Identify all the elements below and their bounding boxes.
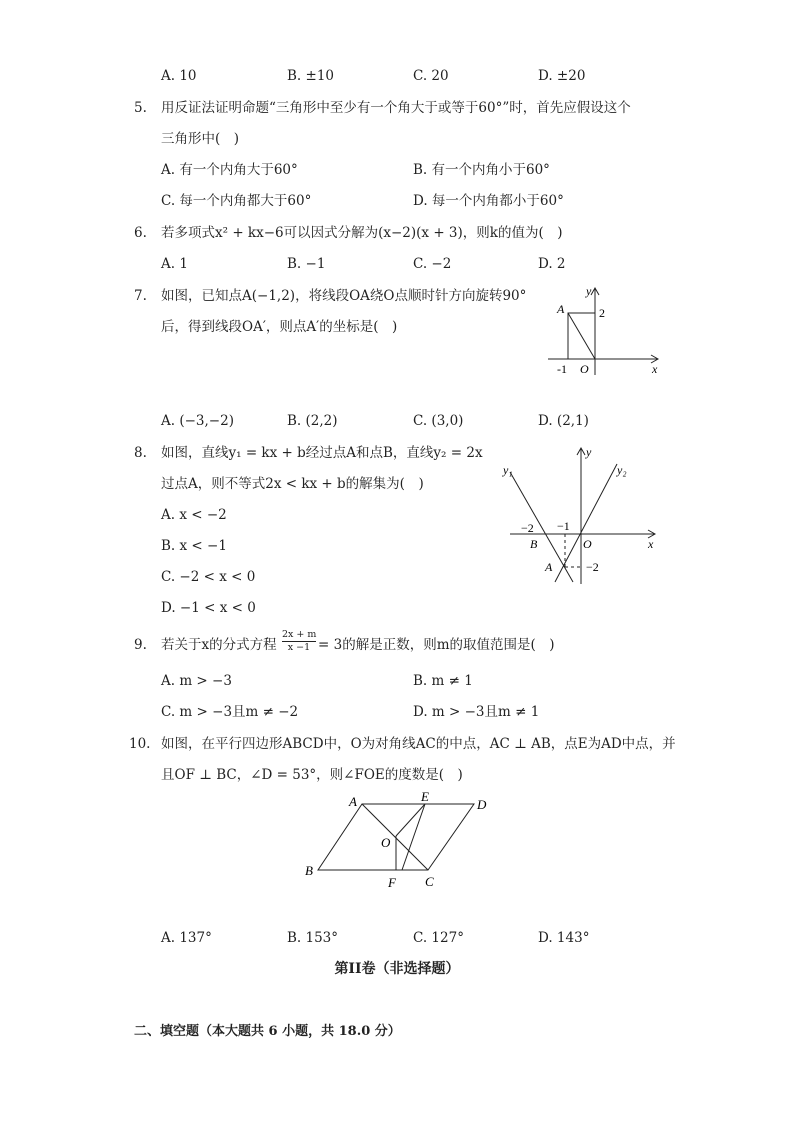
q6-option-c: C. −2 <box>413 256 452 272</box>
q8-fig-label-y1: y₁ <box>503 463 513 477</box>
q9-fraction-numerator: 2x + m <box>282 630 316 642</box>
q10-fig-label-c: C <box>425 874 434 889</box>
q10-line2: 且OF ⊥ BC，∠D = 53°，则∠FOE的度数是( ) <box>161 767 463 783</box>
q10-fig-label-d: D <box>477 797 487 812</box>
q7-fig-label-a: A <box>557 302 565 316</box>
q10-figure <box>300 790 500 895</box>
section2-heading: 二、填空题（本大题共 6 小题，共 18.0 分） <box>134 1024 401 1039</box>
q10-option-c: C. 127° <box>413 930 464 946</box>
q9-fraction <box>282 630 316 654</box>
q7-line2: 后，得到线段OA′，则点A′的坐标是( ) <box>161 319 398 335</box>
q4-option-b: B. ±10 <box>287 68 334 84</box>
q4-option-c: C. 20 <box>413 68 449 84</box>
q7-fig-label-x: x <box>652 362 658 376</box>
q5-number: 5. <box>134 100 147 116</box>
q8-fig-label-neg2x: −2 <box>521 521 534 535</box>
q9-option-d: D. m > −3且m ≠ 1 <box>413 704 540 720</box>
q8-fig-label-o: O <box>583 537 592 551</box>
q4-option-d: D. ±20 <box>538 68 586 84</box>
q9-option-a: A. m > −3 <box>161 673 232 689</box>
q10-fig-label-b: B <box>305 863 313 878</box>
q8-fig-label-y2: y₂ <box>617 463 627 477</box>
q7-option-a: A. (−3,−2) <box>161 413 234 429</box>
q5-option-b: B. 有一个内角小于60° <box>413 162 550 178</box>
q9-option-b: B. m ≠ 1 <box>413 673 473 689</box>
q7-option-c: C. (3,0) <box>413 413 464 429</box>
q5-line1: 用反证法证明命题“三角形中至少有一个角大于或等于60°”时，首先应假设这个 <box>161 100 631 116</box>
q8-option-c: C. −2 < x < 0 <box>161 569 256 585</box>
q8-number: 8. <box>134 445 147 461</box>
q8-fig-label-neg2y: −2 <box>586 560 599 574</box>
section2-title: 第II卷（非选择题） <box>334 961 460 977</box>
q6-text: 若多项式x² + kx−6可以因式分解为(x−2)(x + 3)，则k的值为( ) <box>161 225 563 241</box>
q8-option-d: D. −1 < x < 0 <box>161 600 256 616</box>
q8-fig-label-b: B <box>530 537 538 551</box>
q8-line2: 过点A，则不等式2x < kx + b的解集为( ) <box>161 476 424 492</box>
q5-option-d: D. 每一个内角都小于60° <box>413 193 564 209</box>
q7-line1: 如图，已知点A(−1,2)，将线段OA绕O点顺时针方向旋转90° <box>161 288 527 304</box>
q9-option-c: C. m > −3且m ≠ −2 <box>161 704 299 720</box>
q9-number: 9. <box>134 637 147 653</box>
q8-fig-label-x: x <box>648 537 654 551</box>
q8-option-a: A. x < −2 <box>161 507 227 523</box>
q8-fig-label-a: A <box>545 560 553 574</box>
q4-option-a: A. 10 <box>161 68 197 84</box>
q6-option-d: D. 2 <box>538 256 566 272</box>
q9-fraction-denominator: x −1 <box>287 642 311 654</box>
q8-option-b: B. x < −1 <box>161 538 227 554</box>
q7-fig-label-y: y <box>586 284 592 298</box>
q5-option-c: C. 每一个内角都大于60° <box>161 193 312 209</box>
q7-option-b: B. (2,2) <box>287 413 338 429</box>
q10-fig-label-e: E <box>421 790 429 804</box>
q6-option-b: B. −1 <box>287 256 326 272</box>
q7-option-d: D. (2,1) <box>538 413 589 429</box>
q6-option-a: A. 1 <box>161 256 188 272</box>
q7-figure <box>540 280 665 380</box>
q10-fig-label-f: F <box>388 875 396 890</box>
q10-line1: 如图，在平行四边形ABCD中，O为对角线AC的中点，AC ⊥ AB，点E为AD中点，并 <box>161 736 676 752</box>
q10-option-a: A. 137° <box>161 930 212 946</box>
q10-fig-label-o: O <box>381 835 391 850</box>
q10-number: 10. <box>129 736 151 752</box>
q8-line1: 如图，直线y₁ = kx + b经过点A和点B，直线y₂ = 2x <box>161 445 483 461</box>
q8-fig-label-neg1: −1 <box>557 519 570 533</box>
q10-option-d: D. 143° <box>538 930 590 946</box>
q5-line2: 三角形中( ) <box>161 131 240 147</box>
q8-figure <box>495 442 665 587</box>
q10-fig-label-a: A <box>349 794 357 809</box>
q7-fig-label-neg1: -1 <box>557 362 567 376</box>
q6-number: 6. <box>134 225 147 241</box>
q7-number: 7. <box>134 288 147 304</box>
q10-option-b: B. 153° <box>287 930 339 946</box>
q7-fig-label-2: 2 <box>599 306 605 320</box>
q9-text-after: = 3的解是正数，则m的取值范围是( ) <box>318 637 555 653</box>
q5-option-a: A. 有一个内角大于60° <box>161 162 298 178</box>
q7-fig-label-o: O <box>580 362 589 376</box>
q8-fig-label-y: y <box>586 445 592 459</box>
q9-text-before: 若关于x的分式方程 <box>161 637 277 653</box>
